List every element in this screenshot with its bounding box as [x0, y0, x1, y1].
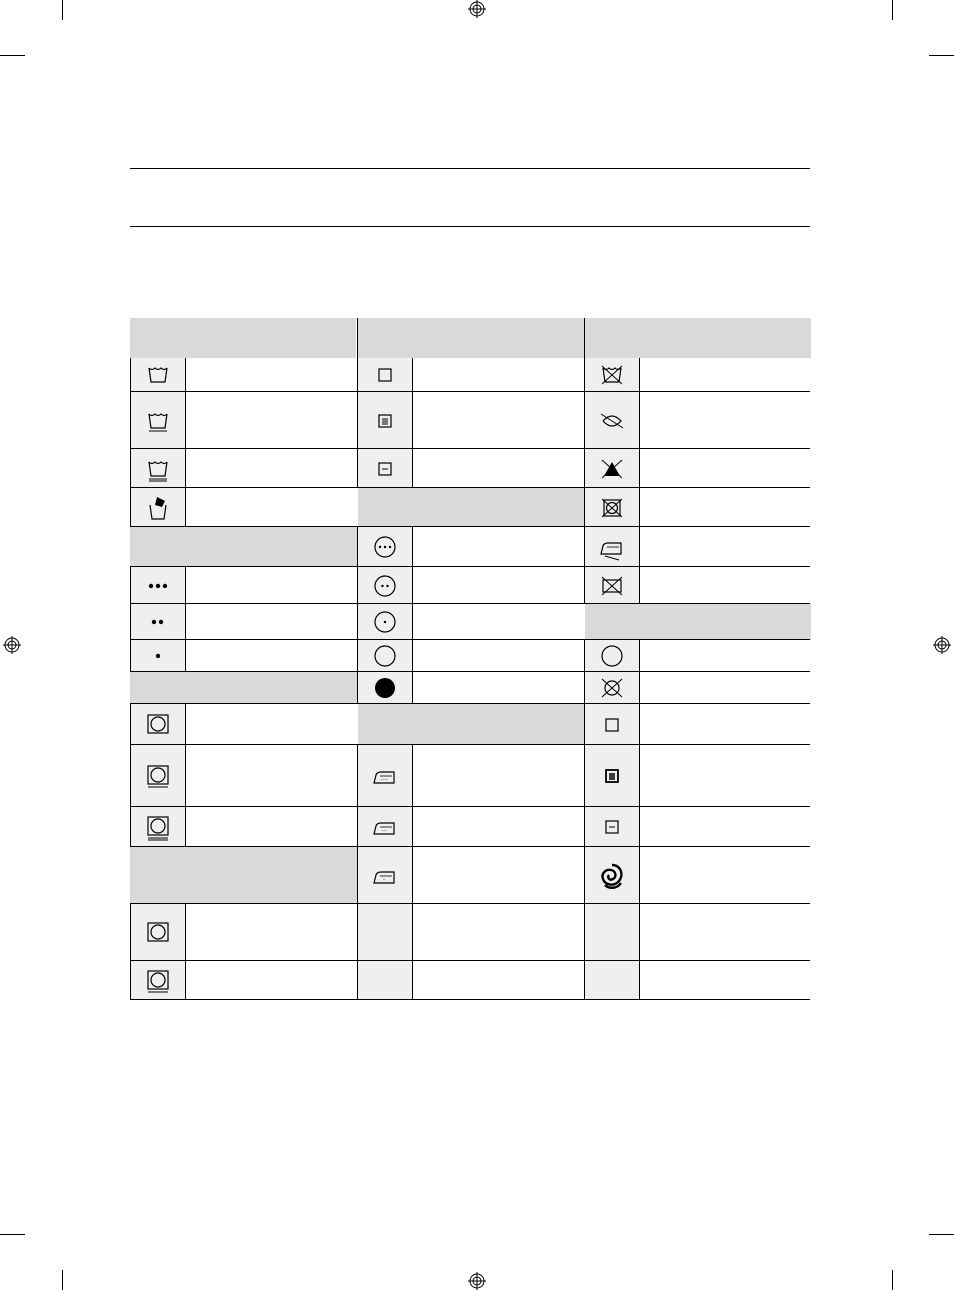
symbol-description [186, 449, 357, 488]
section-header-cell [358, 704, 584, 745]
symbol-description [640, 640, 810, 672]
symbol-description [413, 392, 584, 449]
crop-mark [892, 0, 893, 20]
symbol-description [413, 961, 584, 1000]
section-header-cell [130, 672, 357, 704]
symbol-cell [130, 640, 186, 672]
symbol-description [186, 358, 357, 392]
tumble-dry-medium-heat-icon [370, 571, 400, 601]
symbol-cell [584, 488, 640, 527]
do-not-bleach-icon [597, 454, 627, 484]
woolmark-icon [597, 861, 627, 891]
crop-mark [62, 0, 63, 20]
symbol-cell [130, 392, 186, 449]
table-header-row [130, 318, 810, 358]
section-header-cell [358, 488, 584, 527]
symbol-description [640, 961, 810, 1000]
symbol-cell [357, 961, 413, 1000]
symbol-cell [584, 392, 640, 449]
dry-flat-line-icon [370, 454, 400, 484]
symbol-cell [357, 672, 413, 704]
dry-clean-square-line-icon [143, 966, 173, 996]
table-row [130, 704, 810, 745]
crop-mark [62, 1270, 63, 1290]
symbol-cell [584, 807, 640, 847]
do-not-wash-icon [597, 360, 627, 390]
one-dot-icon [143, 641, 173, 671]
symbol-cell [357, 604, 413, 640]
symbol-description [640, 672, 810, 704]
symbol-description [640, 527, 810, 567]
filled-circle-icon [370, 673, 400, 703]
symbol-description [186, 488, 357, 527]
symbol-cell [584, 640, 640, 672]
svg-text:·: · [382, 875, 386, 884]
symbol-cell [357, 358, 413, 392]
symbol-description [413, 640, 584, 672]
crop-mark [892, 1270, 893, 1290]
symbol-description [640, 847, 810, 904]
row-divider [130, 999, 810, 1000]
symbol-cell [357, 847, 413, 904]
column-header [357, 318, 584, 358]
table-row [130, 847, 810, 904]
crop-mark [0, 55, 25, 56]
symbol-description [413, 745, 584, 807]
do-not-wring-icon [597, 406, 627, 436]
dry-clean-square-icon [143, 918, 173, 948]
symbol-cell [130, 358, 186, 392]
symbol-description [186, 961, 357, 1000]
symbol-description [640, 358, 810, 392]
symbol-description [413, 807, 584, 847]
registration-mark-icon [933, 636, 951, 654]
circle-icon [597, 641, 627, 671]
table-row [130, 745, 810, 807]
dry-clean-icon [143, 710, 173, 740]
symbol-cell [130, 488, 186, 527]
symbol-cell [357, 904, 413, 961]
table-row [130, 604, 810, 640]
symbol-cell [584, 745, 640, 807]
symbol-description [413, 527, 584, 567]
section-header-cell [585, 604, 811, 640]
symbol-cell [130, 961, 186, 1000]
iron-high-icon [370, 761, 400, 791]
symbol-cell [130, 449, 186, 488]
symbol-cell [584, 904, 640, 961]
dry-clean-one-line-icon [143, 761, 173, 791]
symbol-description [640, 904, 810, 961]
table-row [130, 672, 810, 704]
symbol-cell [357, 807, 413, 847]
symbol-cell [584, 672, 640, 704]
symbol-description [413, 672, 584, 704]
do-not-dry-clean-circle-icon [597, 673, 627, 703]
drip-dry-icon [370, 406, 400, 436]
symbol-cell [130, 604, 186, 640]
symbol-cell [584, 527, 640, 567]
tumble-dry-high-heat-icon [370, 532, 400, 562]
do-not-tumble-dry-icon [597, 493, 627, 523]
title-rule-top [130, 168, 810, 169]
hand-wash-icon [143, 493, 173, 523]
do-not-steam-iron-icon [597, 532, 627, 562]
symbol-cell [357, 567, 413, 604]
symbol-description [640, 449, 810, 488]
symbol-description [640, 704, 810, 745]
symbol-cell [584, 358, 640, 392]
table-row [130, 961, 810, 1000]
section-header-cell [130, 527, 357, 567]
dry-clean-two-lines-icon [143, 812, 173, 842]
do-not-dry-clean-icon [597, 571, 627, 601]
symbol-description [186, 745, 357, 807]
symbol-cell [584, 961, 640, 1000]
table-row [130, 807, 810, 847]
symbol-description [640, 807, 810, 847]
registration-mark-icon [468, 0, 486, 18]
symbol-description [413, 847, 584, 904]
tumble-dry-no-heat-icon [370, 641, 400, 671]
table-row [130, 449, 810, 488]
registration-mark-icon [3, 636, 21, 654]
symbol-cell [130, 745, 186, 807]
dry-flat-icon [370, 360, 400, 390]
table-row [130, 527, 810, 567]
iron-low-icon [370, 861, 400, 891]
symbol-cell [584, 704, 640, 745]
table-row [130, 567, 810, 604]
symbol-description [640, 745, 810, 807]
table-row [130, 904, 810, 961]
crop-mark [929, 55, 954, 56]
dry-flat-shade-icon [597, 812, 627, 842]
symbol-description [186, 904, 357, 961]
section-header-cell [130, 847, 357, 904]
washing-tub-one-line-icon [143, 406, 173, 436]
table-row [130, 358, 810, 392]
symbol-description [186, 704, 357, 745]
symbol-cell [584, 449, 640, 488]
symbol-description [413, 449, 584, 488]
crop-mark [0, 1234, 25, 1235]
symbol-cell [357, 392, 413, 449]
title-rule-bottom [130, 226, 810, 227]
three-dots-icon [143, 571, 173, 601]
symbol-cell [130, 807, 186, 847]
symbol-description [413, 604, 584, 640]
symbol-description [413, 904, 584, 961]
registration-mark-icon [468, 1272, 486, 1290]
symbol-description [640, 567, 810, 604]
symbol-description [640, 488, 810, 527]
column-header [130, 318, 356, 358]
table-row [130, 488, 810, 527]
washing-tub-icon [143, 360, 173, 390]
symbol-description [186, 640, 357, 672]
table-row [130, 392, 810, 449]
symbol-cell [357, 745, 413, 807]
symbol-cell [357, 640, 413, 672]
symbol-description [186, 392, 357, 449]
table-row [130, 640, 810, 672]
care-symbol-table [130, 318, 810, 1000]
svg-text:···: ··· [380, 776, 388, 784]
two-dots-icon [143, 607, 173, 637]
line-dry-icon [597, 710, 627, 740]
symbol-description [640, 392, 810, 449]
symbol-cell [130, 704, 186, 745]
iron-medium-icon [370, 812, 400, 842]
symbol-description [186, 807, 357, 847]
symbol-description [186, 567, 357, 604]
column-header [584, 318, 811, 358]
symbol-description [413, 567, 584, 604]
washing-tub-two-lines-icon [143, 454, 173, 484]
symbol-description [413, 358, 584, 392]
tumble-dry-low-heat-icon [370, 607, 400, 637]
symbol-cell [357, 449, 413, 488]
svg-text:··: ·· [381, 827, 387, 835]
symbol-cell [357, 527, 413, 567]
symbol-cell [584, 567, 640, 604]
symbol-cell [130, 904, 186, 961]
crop-mark [929, 1234, 954, 1235]
symbol-cell [130, 567, 186, 604]
symbol-description [186, 604, 357, 640]
symbol-cell [584, 847, 640, 904]
drip-dry-shade-icon [597, 761, 627, 791]
